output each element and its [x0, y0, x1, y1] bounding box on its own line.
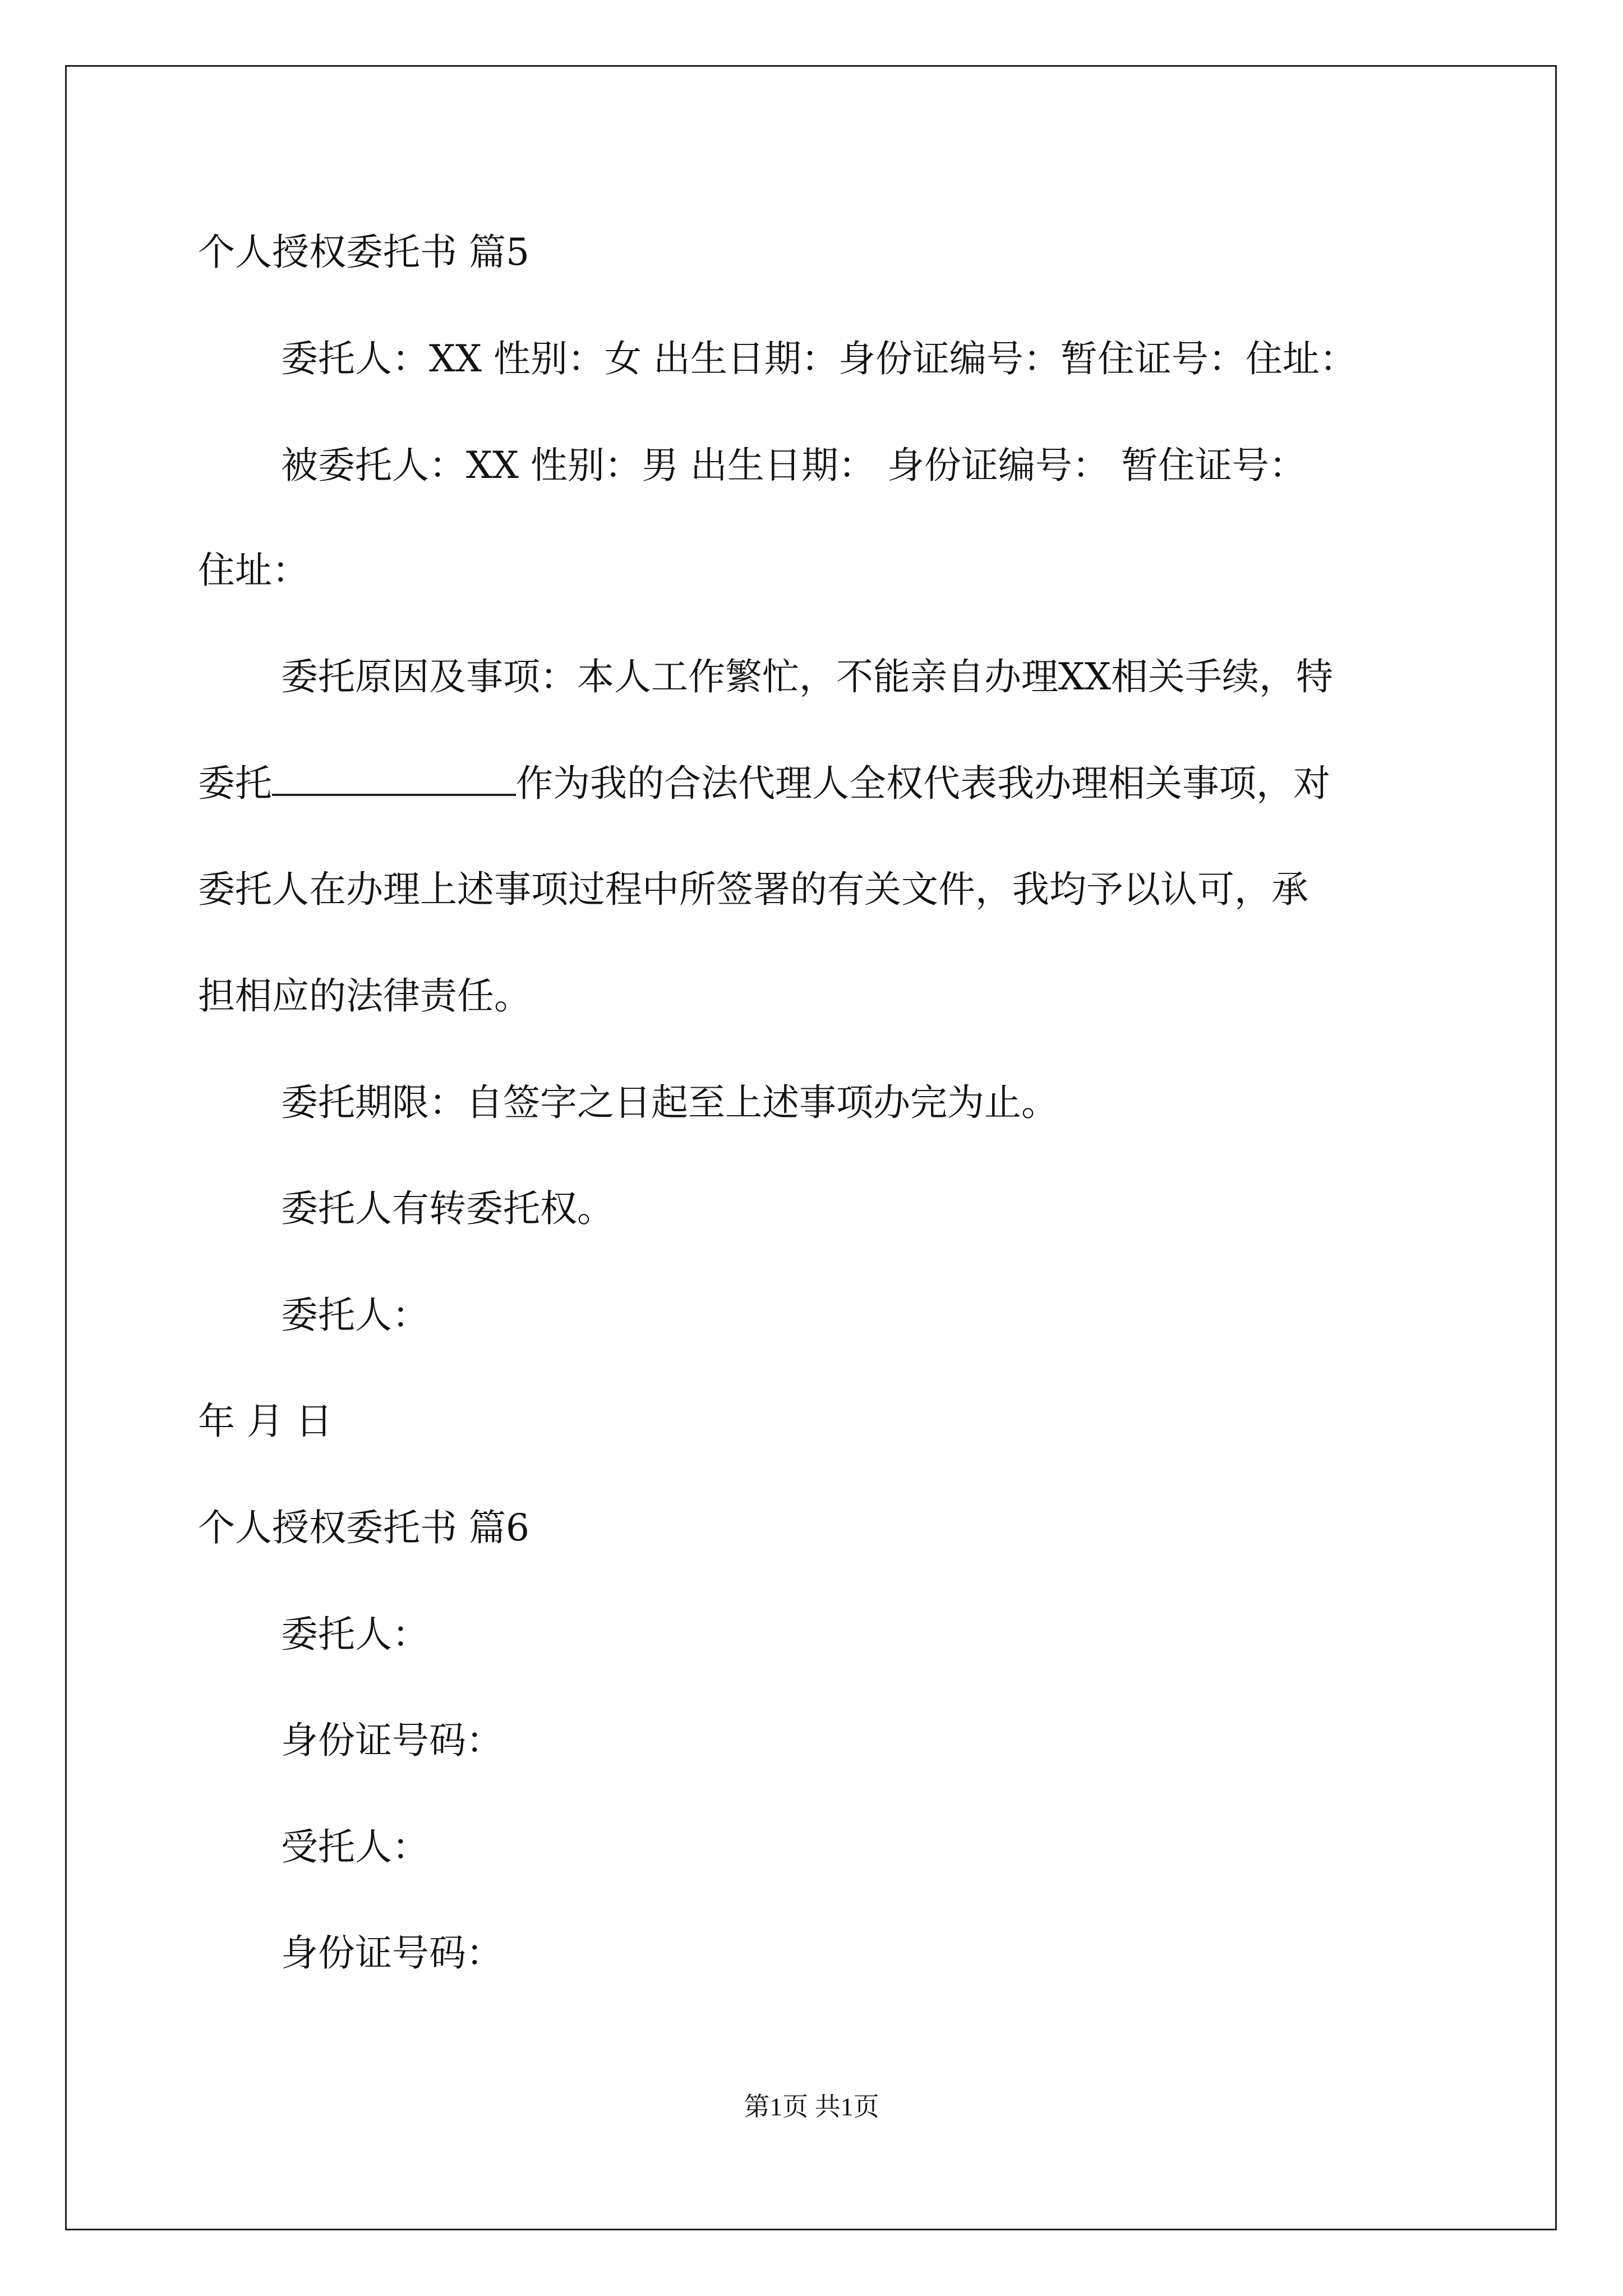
section6-principal-id-label: 身份证号码：	[281, 1719, 503, 1762]
date-line: 年 月 日	[198, 1400, 333, 1443]
section6-agent-id-label: 身份证号码：	[281, 1931, 503, 1975]
term-line: 委托期限：自签字之日起至上述事项办完为止。	[281, 1081, 1058, 1124]
reason-line-4: 担相应的法律责任。	[198, 974, 531, 1018]
reason-line-2-suffix: 作为我的合法代理人全权代表我办理相关事项，对	[516, 762, 1330, 805]
signature-label: 委托人：	[281, 1294, 429, 1337]
reason-line-2-prefix: 委托	[198, 762, 272, 805]
principal-info-line: 委托人：XX 性别：女 出生日期：身份证编号：暂住证号：住址：	[281, 337, 1357, 380]
section6-principal-label: 委托人：	[281, 1613, 429, 1656]
agent-address-line: 住址：	[198, 549, 309, 592]
page-border	[65, 65, 1557, 2230]
agent-name-blank	[272, 762, 516, 796]
transfer-right-line: 委托人有转委托权。	[281, 1187, 614, 1230]
section6-agent-label: 受托人：	[281, 1825, 429, 1869]
reason-line-1: 委托原因及事项：本人工作繁忙，不能亲自办理XX相关手续，特	[281, 655, 1333, 698]
reason-line-2	[198, 761, 1330, 806]
section6-heading: 个人授权委托书 篇6	[198, 1506, 529, 1549]
reason-line-3: 委托人在办理上述事项过程中所签署的有关文件，我均予以认可，承	[198, 868, 1308, 911]
page-footer: 第1页 共1页	[744, 2092, 879, 2121]
agent-info-line: 被委托人：XX 性别：男 出生日期： 身份证编号： 暂住证号：	[281, 444, 1306, 487]
section5-heading: 个人授权委托书 篇5	[198, 231, 529, 274]
